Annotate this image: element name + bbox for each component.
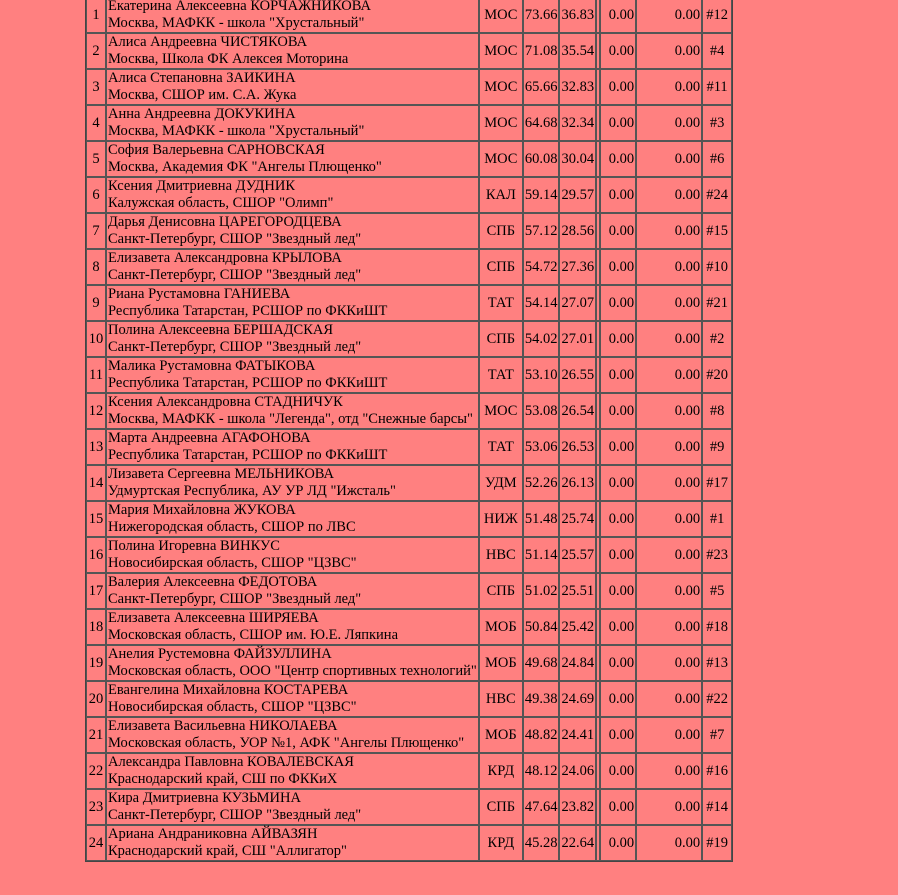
place-cell: 23 [86,789,106,825]
component-score-cell: 0.00 [600,69,636,105]
component-score-cell: 0.00 [600,393,636,429]
region-cell: ТАТ [479,357,523,393]
table-row [86,105,732,141]
table-row [86,321,732,357]
deductions-cell: 0.00 [636,429,702,465]
deductions-cell: 0.00 [636,789,702,825]
element-score-cell: 27.07 [559,285,596,321]
deductions-cell: 0.00 [636,717,702,753]
athlete-name: Лизавета Сергеевна МЕЛЬНИКОВА [108,466,335,482]
athlete-club: Москва, Школа ФК Алексея Моторина [108,51,349,67]
athlete-club: Новосибирская область, СШОР "ЦЗВС" [108,555,357,571]
deductions-cell: 0.00 [636,465,702,501]
region-cell: СПБ [479,213,523,249]
athlete-name: Полина Игоревна ВИНКУС [108,538,280,554]
total-score-cell: 54.14 [523,285,560,321]
athlete-name: Анелия Рустемовна ФАЙЗУЛЛИНА [108,646,332,662]
athlete-name: Дарья Денисовна ЦАРЕГОРОДЦЕВА [108,214,342,230]
start-number-cell: #17 [702,465,732,501]
component-score-cell: 0.00 [600,105,636,141]
place-cell: 1 [86,0,106,33]
deductions-cell: 0.00 [636,141,702,177]
region-cell: МОБ [479,645,523,681]
table-row [86,357,732,393]
total-score-cell: 53.08 [523,393,560,429]
total-score-cell: 51.14 [523,537,560,573]
table-row [86,393,732,429]
deductions-cell: 0.00 [636,825,702,861]
start-number-cell: #2 [702,321,732,357]
athlete-cell [106,285,479,321]
component-score-cell: 0.00 [600,753,636,789]
results-table-container [85,0,733,862]
component-score-cell: 0.00 [600,537,636,573]
region-cell: УДМ [479,465,523,501]
start-number-cell: #10 [702,249,732,285]
athlete-club: Москва, Академия ФК "Ангелы Плющенко" [108,159,382,175]
start-number-cell: #21 [702,285,732,321]
total-score-cell: 49.38 [523,681,560,717]
start-number-cell: #24 [702,177,732,213]
component-score-cell: 0.00 [600,573,636,609]
start-number-cell: #12 [702,0,732,33]
table-row [86,0,732,33]
athlete-name: Ксения Александровна СТАДНИЧУК [108,394,343,410]
athlete-cell [106,825,479,861]
start-number-cell: #14 [702,789,732,825]
place-cell: 10 [86,321,106,357]
total-score-cell: 65.66 [523,69,560,105]
athlete-club: Санкт-Петербург, СШОР "Звездный лед" [108,339,362,355]
region-cell: НВС [479,681,523,717]
component-score-cell: 0.00 [600,465,636,501]
athlete-cell [106,177,479,213]
deductions-cell: 0.00 [636,213,702,249]
start-number-cell: #5 [702,573,732,609]
deductions-cell: 0.00 [636,0,702,33]
table-row [86,213,732,249]
component-score-cell: 0.00 [600,357,636,393]
place-cell: 13 [86,429,106,465]
element-score-cell: 26.53 [559,429,596,465]
component-score-cell: 0.00 [600,501,636,537]
table-row [86,429,732,465]
athlete-club: Санкт-Петербург, СШОР "Звездный лед" [108,591,362,607]
place-cell: 20 [86,681,106,717]
athlete-cell [106,537,479,573]
table-row [86,537,732,573]
component-score-cell: 0.00 [600,825,636,861]
table-row [86,285,732,321]
place-cell: 22 [86,753,106,789]
athlete-club: Москва, МАФКК - школа "Хрустальный" [108,15,365,31]
athlete-cell [106,753,479,789]
results-table-body [86,0,732,861]
region-cell: СПБ [479,249,523,285]
element-score-cell: 25.42 [559,609,596,645]
athlete-club: Новосибирская область, СШОР "ЦЗВС" [108,699,357,715]
athlete-cell [106,717,479,753]
region-cell: МОС [479,0,523,33]
region-cell: КРД [479,753,523,789]
region-cell: СПБ [479,789,523,825]
element-score-cell: 24.06 [559,753,596,789]
place-cell: 18 [86,609,106,645]
component-score-cell: 0.00 [600,177,636,213]
element-score-cell: 26.55 [559,357,596,393]
start-number-cell: #7 [702,717,732,753]
table-row [86,789,732,825]
deductions-cell: 0.00 [636,33,702,69]
start-number-cell: #16 [702,753,732,789]
deductions-cell: 0.00 [636,609,702,645]
component-score-cell: 0.00 [600,0,636,33]
component-score-cell: 0.00 [600,321,636,357]
element-score-cell: 24.84 [559,645,596,681]
athlete-name: Алиса Андреевна ЧИСТЯКОВА [108,34,308,50]
table-row [86,825,732,861]
athlete-cell [106,681,479,717]
component-score-cell: 0.00 [600,285,636,321]
start-number-cell: #1 [702,501,732,537]
region-cell: МОС [479,69,523,105]
deductions-cell: 0.00 [636,537,702,573]
place-cell: 21 [86,717,106,753]
athlete-cell [106,429,479,465]
component-score-cell: 0.00 [600,645,636,681]
start-number-cell: #20 [702,357,732,393]
element-score-cell: 23.82 [559,789,596,825]
element-score-cell: 36.83 [559,0,596,33]
athlete-club: Нижегородская область, СШОР по ЛВС [108,519,356,535]
place-cell: 19 [86,645,106,681]
deductions-cell: 0.00 [636,681,702,717]
component-score-cell: 0.00 [600,429,636,465]
element-score-cell: 27.01 [559,321,596,357]
total-score-cell: 71.08 [523,33,560,69]
component-score-cell: 0.00 [600,789,636,825]
athlete-cell [106,321,479,357]
deductions-cell: 0.00 [636,357,702,393]
start-number-cell: #18 [702,609,732,645]
start-number-cell: #13 [702,645,732,681]
athlete-cell [106,501,479,537]
athlete-club: Республика Татарстан, РСШОР по ФККиШТ [108,375,388,391]
athlete-club: Москва, МАФКК - школа "Легенда", отд "Снежные барсы" [108,411,473,427]
total-score-cell: 48.12 [523,753,560,789]
start-number-cell: #11 [702,69,732,105]
athlete-name: Елизавета Васильевна НИКОЛАЕВА [108,718,338,734]
start-number-cell: #23 [702,537,732,573]
region-cell: СПБ [479,573,523,609]
region-cell: КАЛ [479,177,523,213]
element-score-cell: 29.57 [559,177,596,213]
table-row [86,753,732,789]
component-score-cell: 0.00 [600,141,636,177]
region-cell: МОС [479,393,523,429]
component-score-cell: 0.00 [600,681,636,717]
place-cell: 6 [86,177,106,213]
element-score-cell: 27.36 [559,249,596,285]
start-number-cell: #19 [702,825,732,861]
total-score-cell: 59.14 [523,177,560,213]
athlete-cell [106,393,479,429]
athlete-name: Валерия Алексеевна ФЕДОТОВА [108,574,318,590]
athlete-name: Александра Павловна КОВАЛЕВСКАЯ [108,754,354,770]
element-score-cell: 35.54 [559,33,596,69]
region-cell: МОС [479,33,523,69]
deductions-cell: 0.00 [636,393,702,429]
deductions-cell: 0.00 [636,501,702,537]
total-score-cell: 50.84 [523,609,560,645]
total-score-cell: 51.02 [523,573,560,609]
place-cell: 12 [86,393,106,429]
athlete-name: Екатерина Алексеевна КОРЧАЖНИКОВА [108,0,372,14]
deductions-cell: 0.00 [636,177,702,213]
table-row [86,33,732,69]
table-row [86,141,732,177]
athlete-name: Ксения Дмитриевна ДУДНИК [108,178,295,194]
athlete-cell [106,213,479,249]
start-number-cell: #6 [702,141,732,177]
athlete-name: Марта Андреевна АГАФОНОВА [108,430,311,446]
place-cell: 4 [86,105,106,141]
athlete-club: Краснодарский край, СШ по ФККиХ [108,771,338,787]
athlete-name: Алиса Степановна ЗАИКИНА [108,70,296,86]
component-score-cell: 0.00 [600,717,636,753]
athlete-name: Елизавета Алексеевна ШИРЯЕВА [108,610,319,626]
athlete-cell [106,465,479,501]
table-row [86,465,732,501]
place-cell: 15 [86,501,106,537]
athlete-cell [106,789,479,825]
deductions-cell: 0.00 [636,753,702,789]
athlete-club: Санкт-Петербург, СШОР "Звездный лед" [108,807,362,823]
athlete-cell [106,357,479,393]
region-cell: МОС [479,141,523,177]
region-cell: НИЖ [479,501,523,537]
athlete-club: Санкт-Петербург, СШОР "Звездный лед" [108,231,362,247]
region-cell: КРД [479,825,523,861]
region-cell: СПБ [479,321,523,357]
place-cell: 16 [86,537,106,573]
athlete-club: Московская область, СШОР им. Ю.Е. Ляпкина [108,627,399,643]
element-score-cell: 24.69 [559,681,596,717]
region-cell: МОБ [479,717,523,753]
region-cell: МОБ [479,609,523,645]
place-cell: 14 [86,465,106,501]
athlete-name: Риана Рустамовна ГАНИЕВА [108,286,291,302]
element-score-cell: 24.41 [559,717,596,753]
total-score-cell: 52.26 [523,465,560,501]
place-cell: 11 [86,357,106,393]
athlete-name: Ариана Андраниковна АЙВАЗЯН [108,826,318,842]
athlete-club: Москва, МАФКК - школа "Хрустальный" [108,123,365,139]
athlete-name: Полина Алексеевна БЕРШАДСКАЯ [108,322,334,338]
total-score-cell: 73.66 [523,0,560,33]
deductions-cell: 0.00 [636,645,702,681]
athlete-cell [106,33,479,69]
place-cell: 9 [86,285,106,321]
table-row [86,69,732,105]
athlete-club: Калужская область, СШОР "Олимп" [108,195,334,211]
athlete-cell [106,69,479,105]
athlete-cell [106,105,479,141]
component-score-cell: 0.00 [600,33,636,69]
total-score-cell: 54.02 [523,321,560,357]
athlete-club: Удмуртская Республика, АУ УР ЛД "Ижсталь" [108,483,396,499]
element-score-cell: 26.54 [559,393,596,429]
element-score-cell: 25.51 [559,573,596,609]
region-cell: ТАТ [479,285,523,321]
deductions-cell: 0.00 [636,573,702,609]
place-cell: 2 [86,33,106,69]
athlete-name: Елизавета Александровна КРЫЛОВА [108,250,342,266]
element-score-cell: 25.74 [559,501,596,537]
deductions-cell: 0.00 [636,321,702,357]
athlete-cell [106,645,479,681]
athlete-club: Краснодарский край, СШ "Аллигатор" [108,843,347,859]
start-number-cell: #8 [702,393,732,429]
element-score-cell: 25.57 [559,537,596,573]
athlete-name: Анна Андреевна ДОКУКИНА [108,106,296,122]
element-score-cell: 32.34 [559,105,596,141]
element-score-cell: 32.83 [559,69,596,105]
place-cell: 17 [86,573,106,609]
start-number-cell: #15 [702,213,732,249]
table-row [86,609,732,645]
deductions-cell: 0.00 [636,285,702,321]
athlete-club: Республика Татарстан, РСШОР по ФККиШТ [108,303,388,319]
athlete-cell [106,609,479,645]
table-row [86,249,732,285]
table-row [86,681,732,717]
start-number-cell: #22 [702,681,732,717]
deductions-cell: 0.00 [636,69,702,105]
total-score-cell: 53.10 [523,357,560,393]
athlete-cell [106,249,479,285]
element-score-cell: 30.04 [559,141,596,177]
total-score-cell: 53.06 [523,429,560,465]
total-score-cell: 60.08 [523,141,560,177]
athlete-cell [106,573,479,609]
table-row [86,501,732,537]
athlete-club: Санкт-Петербург, СШОР "Звездный лед" [108,267,362,283]
element-score-cell: 22.64 [559,825,596,861]
athlete-cell [106,141,479,177]
athlete-club: Московская область, ООО "Центр спортивных технологий" [108,663,477,679]
place-cell: 7 [86,213,106,249]
table-row [86,177,732,213]
total-score-cell: 64.68 [523,105,560,141]
region-cell: НВС [479,537,523,573]
table-row [86,645,732,681]
table-row [86,573,732,609]
athlete-name: Кира Дмитриевна КУЗЬМИНА [108,790,301,806]
component-score-cell: 0.00 [600,213,636,249]
results-table [85,0,733,862]
start-number-cell: #3 [702,105,732,141]
athlete-name: София Валерьевна САРНОВСКАЯ [108,142,325,158]
total-score-cell: 51.48 [523,501,560,537]
total-score-cell: 54.72 [523,249,560,285]
total-score-cell: 45.28 [523,825,560,861]
place-cell: 24 [86,825,106,861]
total-score-cell: 49.68 [523,645,560,681]
athlete-cell [106,0,479,33]
component-score-cell: 0.00 [600,609,636,645]
athlete-club: Московская область, УОР №1, АФК "Ангелы Плющенко" [108,735,465,751]
region-cell: ТАТ [479,429,523,465]
start-number-cell: #9 [702,429,732,465]
element-score-cell: 26.13 [559,465,596,501]
place-cell: 3 [86,69,106,105]
total-score-cell: 48.82 [523,717,560,753]
athlete-club: Республика Татарстан, РСШОР по ФККиШТ [108,447,388,463]
deductions-cell: 0.00 [636,105,702,141]
athlete-name: Мария Михайловна ЖУКОВА [108,502,296,518]
place-cell: 8 [86,249,106,285]
region-cell: МОС [479,105,523,141]
component-score-cell: 0.00 [600,249,636,285]
element-score-cell: 28.56 [559,213,596,249]
start-number-cell: #4 [702,33,732,69]
total-score-cell: 57.12 [523,213,560,249]
athlete-name: Евангелина Михайловна КОСТАРЕВА [108,682,349,698]
athlete-name: Малика Рустамовна ФАТЫКОВА [108,358,316,374]
place-cell: 5 [86,141,106,177]
total-score-cell: 47.64 [523,789,560,825]
athlete-club: Москва, СШОР им. С.А. Жука [108,87,297,103]
table-row [86,717,732,753]
deductions-cell: 0.00 [636,249,702,285]
